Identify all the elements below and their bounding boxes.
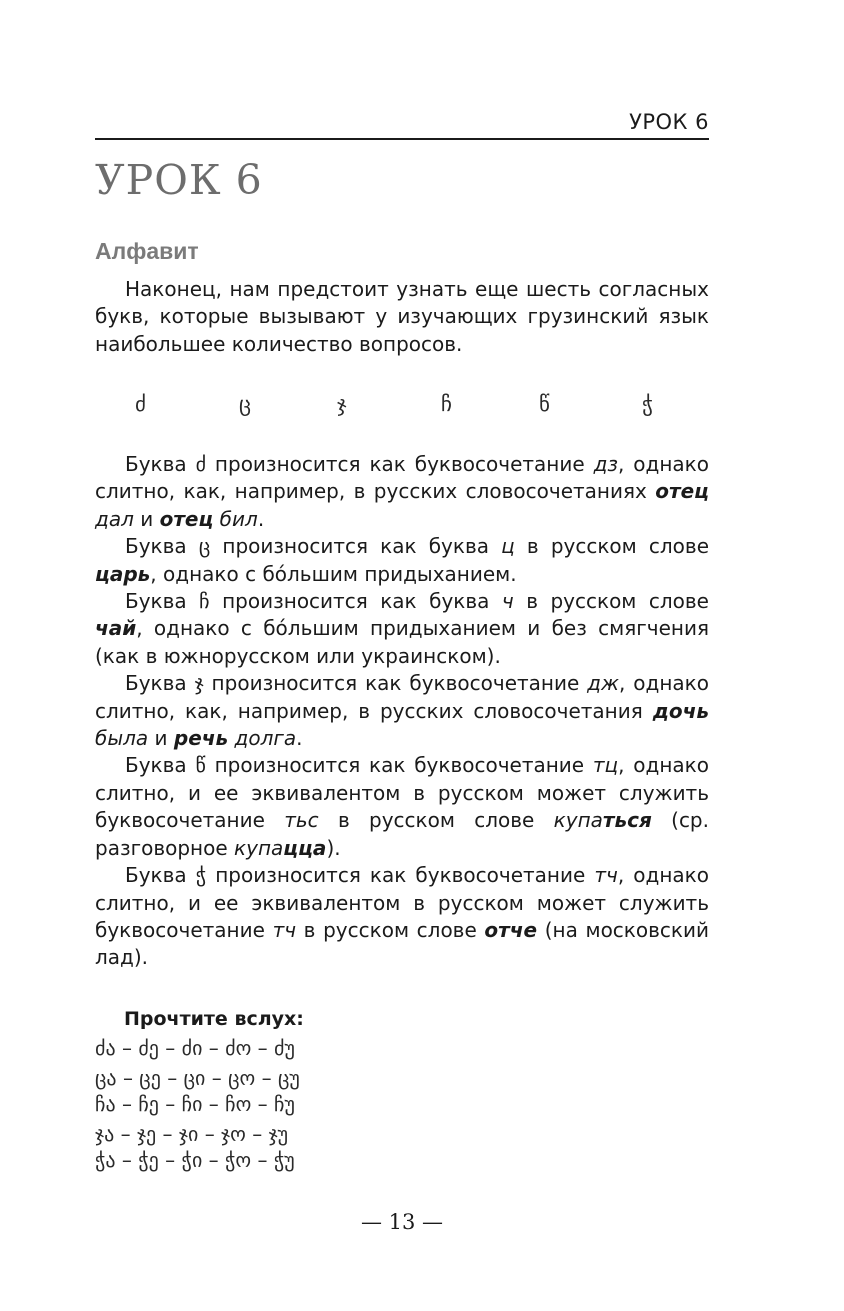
section-heading-alphabet: Алфавит — [95, 238, 199, 264]
bold-example: отче — [484, 917, 538, 942]
georgian-letter: წ — [195, 753, 206, 778]
paragraph-dzh — [95, 670, 709, 752]
text-span: Буква — [125, 671, 195, 696]
text-span: , однако слитно, как, например, в русских словосочетания — [95, 671, 709, 723]
bold-example: чай — [95, 616, 137, 641]
bold-example: отец — [655, 479, 709, 504]
text-span: . — [296, 726, 303, 751]
georgian-letter: ჯ — [194, 671, 204, 696]
text-span: произносится как буква — [209, 589, 502, 614]
header-rule — [95, 138, 709, 140]
drill-line-ch: ჩა – ჩე – ჩი – ჩო – ჩუ — [95, 1092, 295, 1116]
text-span: произносится как буквосочетание — [206, 452, 594, 476]
italic-example: дж — [587, 671, 620, 696]
paragraph-ch — [95, 588, 709, 670]
italic-example: тц — [592, 753, 619, 778]
text-span: произносится как буквосочетание — [205, 753, 593, 778]
georgian-letter: ც — [198, 534, 211, 559]
italic-example: тьс — [284, 808, 319, 833]
italic-example: долга — [228, 726, 297, 751]
italic-example: ц — [501, 534, 515, 559]
text-span: однако с бóльшим придыханием и без смягчения (как в южнорусском или украинском). — [95, 616, 709, 668]
italic-example: тч — [272, 917, 297, 942]
drill-line-dz: ძა – ძე – ძი – ძო – ძუ — [95, 1036, 295, 1060]
drill-line-dzh: ჯა – ჯე – ჯი – ჯო – ჯუ — [95, 1122, 289, 1146]
paragraph-ts — [95, 533, 709, 588]
text-span: Буква — [125, 589, 200, 614]
text-span: в русском слове — [318, 808, 554, 833]
drill-line-tch: ჭა – ჭე – ჭი – ჭო – ჭუ — [95, 1148, 295, 1172]
letter-tch: ჭ — [642, 392, 653, 416]
text-span: , — [136, 616, 143, 641]
letter-descriptions — [95, 451, 709, 972]
lesson-title: УРОК 6 — [95, 156, 263, 204]
georgian-letter: ძ — [195, 452, 207, 476]
text-span: , однако слитно, и ее эквивалентом в русском может служить буквосочетание — [95, 753, 710, 833]
text-span: произносится как буквосочетание — [203, 671, 588, 696]
letter-dzh: ჯ — [337, 392, 347, 416]
letter-dz: ძ — [135, 392, 146, 416]
text-span: и — [133, 506, 160, 531]
text-span: (ср. разговорное — [95, 808, 709, 860]
italic-example: дз — [593, 452, 619, 476]
italic-example: ч — [501, 589, 514, 614]
text-span: Буква — [125, 452, 196, 476]
text-span: Буква — [125, 534, 199, 559]
read-aloud-title: Прочтите вслух: — [124, 1008, 304, 1030]
italic-example: купа — [234, 835, 284, 860]
italic-example: купа — [553, 808, 603, 833]
text-span: в русском слове — [514, 534, 709, 559]
georgian-letter: ჭ — [195, 863, 207, 888]
text-span: . — [257, 506, 265, 531]
bold-example: ться — [602, 808, 652, 833]
page-number: — 13 — — [360, 1210, 444, 1234]
italic-example: тч — [594, 863, 618, 888]
text-span: произносится как буква — [210, 534, 502, 559]
bold-example: цца — [283, 835, 327, 860]
running-head: УРОК 6 — [629, 110, 709, 134]
text-span: в русском слове — [296, 917, 485, 942]
paragraph-tsh — [95, 752, 709, 862]
drill-line-ts: ცა – ცე – ცი – ცო – ცუ — [95, 1066, 300, 1090]
italic-example: была — [95, 726, 149, 751]
paragraph-tch — [95, 862, 709, 972]
italic-example: бил — [213, 506, 258, 531]
text-span: и — [148, 726, 174, 751]
bold-example: дочь — [652, 698, 709, 723]
letter-ch: ჩ — [441, 392, 452, 416]
text-span: однако с бóльшим придыханием. — [156, 561, 517, 586]
paragraph-dz — [95, 451, 709, 533]
text-span: , однако слитно, и ее эквивалентом в русском может служить буквосочетание — [95, 863, 709, 942]
bold-example: отец — [159, 506, 214, 531]
letter-ts: ც — [239, 392, 251, 416]
text-span: Буква — [125, 863, 196, 888]
text-span: , однако слитно, как, например, в русских словосочетаниях — [95, 452, 709, 504]
text-span: ). — [326, 835, 341, 860]
text-span: Буква — [125, 753, 196, 778]
bold-example: царь — [95, 561, 151, 586]
letter-tsh: წ — [539, 392, 550, 416]
italic-example: дал — [95, 506, 134, 531]
text-span: (на московский лад). — [95, 917, 709, 970]
text-span: произносится как буквосочетание — [206, 863, 595, 888]
text-span: , — [150, 561, 157, 586]
text-span: в русском слове — [513, 589, 709, 614]
bold-example: речь — [173, 726, 229, 751]
intro-paragraph: Наконец, нам предстоит узнать еще шесть согласных букв, которые вызывают у изучающих грузинский язык наибольшее количество вопросов. — [95, 277, 709, 356]
georgian-letter: ჩ — [199, 589, 210, 614]
new-letters-row — [95, 392, 709, 422]
